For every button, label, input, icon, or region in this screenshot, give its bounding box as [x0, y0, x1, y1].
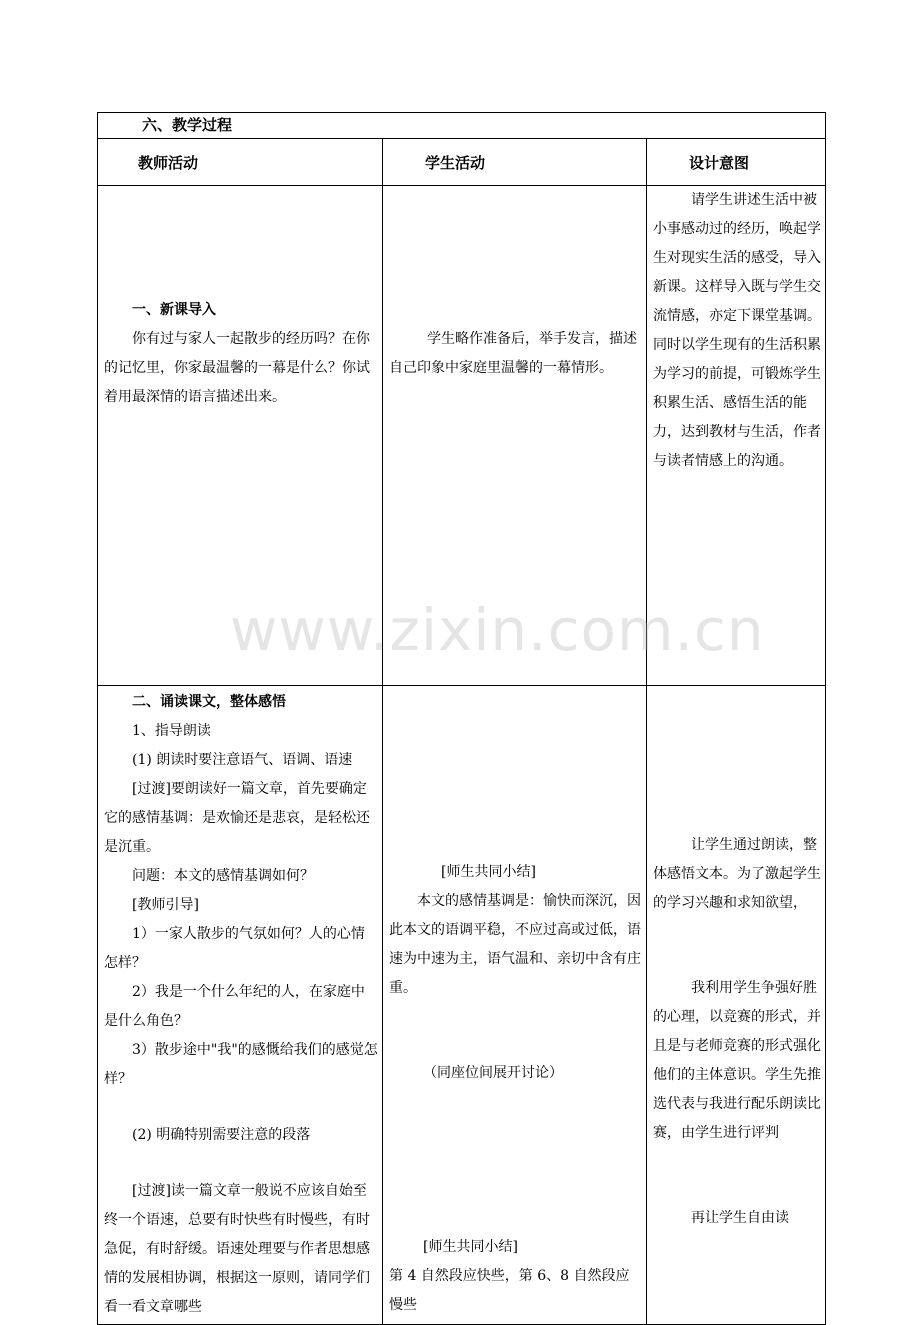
- row2-discuss: （同座位间展开讨论）: [423, 1065, 563, 1081]
- row2-q1: 1）一家人散步的气氛如何？人的心情怎样？: [104, 926, 365, 971]
- row2-summary2-label: [师生共同小结]: [423, 1239, 518, 1255]
- row1-teacher-body: 你有过与家人一起散步的经历吗？在你的记忆里，你家最温馨的一幕是什么？你试着用最深情的语言描述出来。: [104, 331, 370, 405]
- row1-teacher-heading: 一、新课导入: [132, 302, 216, 318]
- row2-design-cell: [647, 686, 826, 1325]
- row2-transition2: [过渡]读一篇文章一般说不应该自始至终一个语速，总要有时快些有时慢些，有时急促，有时舒缓。语速处理要与作者思想感情的发展相协调，根据这一原则，请同学们看一看文章哪些: [104, 1183, 370, 1315]
- row2-teacher-heading: 二、诵读课文，整体感悟: [132, 694, 286, 710]
- row2-summary2: 第 4 自然段应快些，第 6、8 自然段应慢些: [389, 1268, 630, 1313]
- row2-q2: 2）我是一个什么年纪的人，在家庭中是什么角色？: [104, 984, 365, 1029]
- watermark: www.zixin.com.cn: [230, 596, 765, 664]
- teaching-process-table: [97, 112, 826, 1325]
- header-teacher: 教师活动: [98, 139, 383, 186]
- row2-guide: [教师引导]: [132, 897, 199, 913]
- row2-transition1: [过渡]要朗读好一篇文章，首先要确定它的感情基调：是欢愉还是悲哀，是轻松还是沉重。: [104, 781, 370, 855]
- table-row: [98, 186, 826, 686]
- row1-design-text: 请学生讲述生活中被小事感动过的经历，唤起学生对现实生活的感受，导入新课。这样导入既与学生交流情感，亦定下课堂基调。同时以学生现有的生活积累为学习的前提，可锻炼学生积累生活、感悟生活的能力，达到教材与生活，作者与读者情感上的沟通。: [653, 192, 821, 469]
- row1-design-cell: [647, 186, 826, 686]
- row1-student-cell: [383, 186, 647, 686]
- header-row: [98, 139, 826, 186]
- row1-student-text: 学生略作准备后，举手发言，描述自己印象中家庭里温馨的一幕情形。: [389, 331, 637, 376]
- row2-item1b: (2) 明确特别需要注意的段落: [132, 1127, 311, 1143]
- header-student: 学生活动: [383, 139, 647, 186]
- section-title: 六、教学过程: [98, 113, 826, 139]
- table-row: [98, 686, 826, 1325]
- row2-summary1-label: [师生共同小结]: [441, 864, 536, 880]
- row2-summary1: 本文的感情基调是：愉快而深沉，因此本文的语调平稳，不应过高或过低，语速为中速为主，语气温和、亲切中含有庄重。: [389, 893, 641, 996]
- row2-design-p3: 再让学生自由读: [691, 1210, 789, 1226]
- row2-item1a: (1) 朗读时要注意语气、语调、语速: [132, 752, 353, 768]
- row2-item1: 1、指导朗读: [132, 723, 211, 739]
- row2-design-p1: 让学生通过朗读，整体感悟文本。为了激起学生的学习兴趣和求知欲望，: [653, 837, 821, 911]
- row2-design-p2: 我利用学生争强好胜的心理，以竞赛的形式，并且是与老师竞赛的形式强化他们的主体意识。学生先推选代表与我进行配乐朗读比赛，由学生进行评判: [653, 980, 821, 1141]
- row2-q3: 3）散步途中"我"的感慨给我们的感觉怎样？: [104, 1042, 378, 1087]
- row2-student-cell: [383, 686, 647, 1325]
- header-design: 设计意图: [647, 139, 826, 186]
- row1-teacher-cell: [98, 186, 383, 686]
- row2-teacher-cell: [98, 686, 383, 1325]
- row2-question: 问题：本文的感情基调如何？: [132, 868, 314, 884]
